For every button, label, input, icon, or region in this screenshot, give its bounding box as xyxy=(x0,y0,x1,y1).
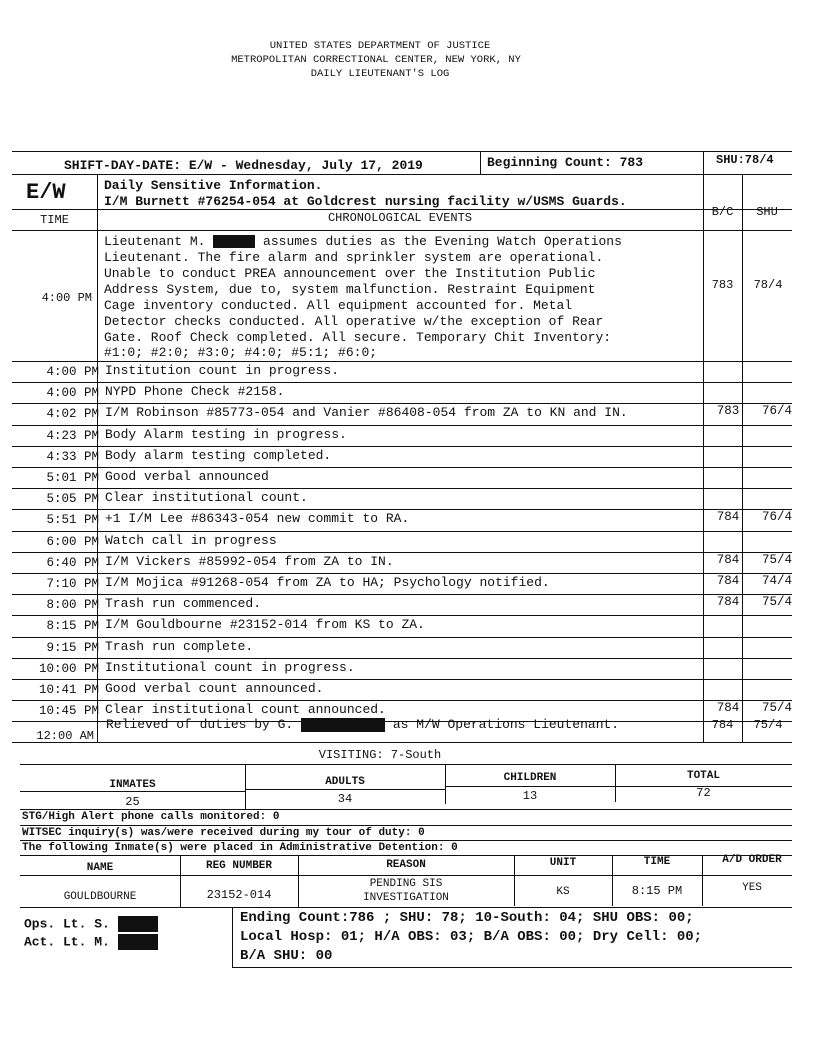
event-text: I/M Robinson #85773-054 and Vanier #86408-054 from ZA to KN and IN. xyxy=(105,405,628,421)
event-shu: 74/4 xyxy=(761,574,792,588)
event-time: 6:00 PM xyxy=(46,534,99,549)
first-entry-line-1 xyxy=(104,234,622,249)
event-row xyxy=(20,467,792,488)
visiting-inmates-header: INMATES xyxy=(109,779,156,791)
divider xyxy=(612,856,613,906)
event-time: 4:02 PM xyxy=(46,407,99,422)
event-bc: 784 xyxy=(716,701,740,716)
event-text: Good verbal count announced. xyxy=(105,681,324,696)
admin-time-header: TIME xyxy=(643,856,671,868)
event-row xyxy=(20,488,792,509)
event-row xyxy=(20,531,792,552)
shu-column-header: SHU xyxy=(756,205,778,219)
first-entry-line-4: Address System, due to, system malfunction. Restraint Equipment xyxy=(104,282,596,297)
act-lt-signoff xyxy=(24,934,158,950)
event-text: Trash run commenced. xyxy=(105,596,262,612)
event-text: +1 I/M Lee #86343-054 new commit to RA. xyxy=(105,511,410,527)
visiting-children-value: 13 xyxy=(522,789,538,803)
rule xyxy=(20,840,792,841)
shu-header-count: SHU:78/4 xyxy=(716,153,774,167)
visiting-total-value: 72 xyxy=(696,786,711,800)
act-lt-label: Act. Lt. M. xyxy=(24,934,110,950)
event-shu: 75/4 xyxy=(761,701,792,716)
first-entry-line-6: Detector checks conducted. All operative w/the exception of Rear xyxy=(104,314,604,329)
sensitive-title: Daily Sensitive Information. xyxy=(104,178,323,193)
rule xyxy=(20,791,245,792)
event-row xyxy=(20,403,792,424)
admin-row-unit: KS xyxy=(556,886,570,898)
first-entry-time: 4:00 PM xyxy=(41,291,92,305)
event-time: 4:00 PM xyxy=(46,365,99,379)
first-entry-line-8: #1:0; #2:0; #3:0; #4:0; #5:1; #6:0; xyxy=(104,345,378,360)
redaction xyxy=(118,916,158,932)
admin-row-name: GOULDBOURNE xyxy=(63,891,137,903)
rule xyxy=(20,875,792,876)
first-entry-bc: 783 xyxy=(711,278,734,292)
last-entry-bc: 784 xyxy=(711,718,734,732)
redaction xyxy=(118,934,158,950)
header-line-1: UNITED STATES DEPARTMENT OF JUSTICE xyxy=(269,40,491,52)
event-shu: 76/4 xyxy=(761,510,792,525)
last-entry-text xyxy=(106,717,619,732)
event-time: 4:00 PM xyxy=(46,386,99,401)
event-text: I/M Gouldbourne #23152-014 from KS to ZA. xyxy=(105,617,425,633)
shift-code: E/W xyxy=(26,180,66,205)
admin-detention-note: The following Inmate(s) were placed in Administrative Detention: 0 xyxy=(22,842,458,854)
admin-name-header: NAME xyxy=(86,862,114,874)
event-shu: 75/4 xyxy=(761,552,792,567)
rule xyxy=(12,230,792,231)
event-row xyxy=(20,679,792,700)
visiting-total-header: TOTAL xyxy=(686,770,720,782)
first-entry-line-3: Unable to conduct PREA announcement over the Institution Public xyxy=(104,266,596,281)
event-text: I/M Vickers #85992-054 from ZA to IN. xyxy=(105,553,394,569)
event-text: Institutional count in progress. xyxy=(105,659,355,675)
first-entry-line-5: Cage inventory conducted. All equipment accounted for. Metal xyxy=(104,298,573,313)
summary-line-3: B/A SHU: 00 xyxy=(240,948,333,964)
event-time: 4:23 PM xyxy=(46,428,99,443)
event-text: NYPD Phone Check #2158. xyxy=(105,384,285,400)
divider xyxy=(514,856,515,906)
event-text: Body alarm testing completed. xyxy=(105,447,332,463)
admin-reg-header: REG NUMBER xyxy=(205,860,272,872)
event-time: 9:15 PM xyxy=(46,640,99,655)
event-row xyxy=(20,594,792,615)
event-time: 10:45 PM xyxy=(38,704,99,719)
admin-row-order: YES xyxy=(742,882,762,894)
time-column-header: TIME xyxy=(40,213,69,227)
beginning-count: Beginning Count: 783 xyxy=(487,155,644,170)
redaction xyxy=(301,718,385,732)
event-text: I/M Mojica #91268-054 from ZA to HA; Psychology notified. xyxy=(105,575,550,590)
event-text: Clear institutional count. xyxy=(105,490,308,506)
event-time: 10:00 PM xyxy=(38,661,99,676)
rule xyxy=(20,809,792,810)
divider xyxy=(703,152,704,174)
admin-row-reg: 23152-014 xyxy=(206,888,272,902)
admin-row-reason-2: INVESTIGATION xyxy=(363,892,449,904)
rule xyxy=(12,151,792,152)
event-time: 5:01 PM xyxy=(46,471,99,485)
visiting-children-header: CHILDREN xyxy=(503,772,557,784)
event-row xyxy=(20,446,792,467)
event-text: Clear institutional count announced. xyxy=(105,702,386,718)
last-entry-shu: 75/4 xyxy=(753,718,783,732)
event-shu: 76/4 xyxy=(761,404,792,419)
event-row xyxy=(20,425,792,446)
visiting-adults-header: ADULTS xyxy=(325,776,365,788)
first-entry-line-1a: Lieutenant M. xyxy=(104,234,206,249)
divider xyxy=(702,856,703,906)
event-bc: 783 xyxy=(716,404,740,419)
ops-lt-signoff xyxy=(24,916,158,932)
event-text: Watch call in progress xyxy=(105,532,277,548)
first-entry-line-1b: assumes duties as the Evening Watch Operations xyxy=(263,234,622,249)
event-text: Body Alarm testing in progress. xyxy=(105,426,347,442)
rule xyxy=(20,825,792,826)
event-bc: 784 xyxy=(716,510,740,525)
first-entry-line-2: Lieutenant. The fire alarm and sprinkler system are operational. xyxy=(104,250,604,265)
rule xyxy=(12,742,792,743)
event-time: 6:40 PM xyxy=(46,555,99,570)
first-entry-shu: 78/4 xyxy=(753,278,783,292)
rule xyxy=(12,209,792,210)
event-row xyxy=(20,615,792,636)
event-time: 7:10 PM xyxy=(46,577,99,591)
event-time: 4:33 PM xyxy=(46,449,99,464)
divider xyxy=(232,908,233,968)
visiting-adults-value: 34 xyxy=(337,792,353,806)
event-shu: 75/4 xyxy=(761,595,792,610)
event-time: 8:00 PM xyxy=(46,598,99,613)
shift-day-date: SHIFT-DAY-DATE: E/W - Wednesday, July 17, 2019 xyxy=(64,158,423,173)
witsec-note: WITSEC inquiry(s) was/were received during my tour of duty: 0 xyxy=(22,827,425,839)
sensitive-detail: I/M Burnett #76254-054 at Goldcrest nursing facility w/USMS Guards. xyxy=(104,194,627,209)
event-row xyxy=(20,637,792,658)
rule xyxy=(232,967,792,968)
event-time: 10:41 PM xyxy=(38,683,99,697)
admin-order-header: A/D ORDER xyxy=(722,854,782,866)
event-row xyxy=(20,382,792,403)
summary-line-1: Ending Count:786 ; SHU: 78; 10-South: 04; SHU OBS: 00; xyxy=(240,910,694,926)
admin-reason-header: REASON xyxy=(386,859,426,871)
header-line-2: METROPOLITAN CORRECTIONAL CENTER, NEW YORK, NY xyxy=(231,54,521,66)
event-row xyxy=(20,509,792,530)
first-entry-line-7: Gate. Roof Check completed. All secure. Temporary Chit Inventory: xyxy=(104,330,612,345)
rule xyxy=(20,907,792,908)
event-bc: 784 xyxy=(716,574,740,588)
event-row xyxy=(20,552,792,573)
event-bc: 784 xyxy=(716,595,740,610)
event-bc: 784 xyxy=(716,552,740,567)
visiting-title: VISITING: 7-South xyxy=(318,748,442,762)
visiting-inmates-value: 25 xyxy=(125,795,140,809)
admin-unit-header: UNIT xyxy=(549,857,577,869)
event-row xyxy=(20,573,792,594)
admin-row-time: 8:15 PM xyxy=(631,884,683,898)
header-line-3: DAILY LIEUTENANT'S LOG xyxy=(310,68,450,80)
last-entry-time: 12:00 AM xyxy=(36,729,94,743)
bc-column-header: B/C xyxy=(711,205,734,219)
admin-row-reason-1: PENDING SIS xyxy=(369,878,443,890)
divider xyxy=(480,152,481,174)
stg-note: STG/High Alert phone calls monitored: 0 xyxy=(22,811,280,823)
event-time: 5:51 PM xyxy=(46,513,99,528)
event-text: Good verbal announced xyxy=(105,469,269,484)
last-entry-text-b: as M/W Operations Lieutenant. xyxy=(392,717,620,732)
event-time: 8:15 PM xyxy=(46,619,99,634)
event-time: 5:05 PM xyxy=(46,492,99,507)
event-row xyxy=(20,658,792,679)
ops-lt-label: Ops. Lt. S. xyxy=(24,916,110,932)
rule xyxy=(20,764,792,765)
rule xyxy=(12,174,792,175)
event-text: Institution count in progress. xyxy=(105,363,340,378)
summary-line-2: Local Hosp: 01; H/A OBS: 03; B/A OBS: 00; Dry Cell: 00; xyxy=(240,929,703,945)
event-text: Trash run complete. xyxy=(105,638,254,654)
redaction xyxy=(213,235,255,248)
last-entry-text-a: Relieved of duties by G. xyxy=(106,717,294,732)
events-column-header: CHRONOLOGICAL EVENTS xyxy=(327,211,473,225)
rule xyxy=(245,789,445,790)
event-row xyxy=(20,361,792,382)
